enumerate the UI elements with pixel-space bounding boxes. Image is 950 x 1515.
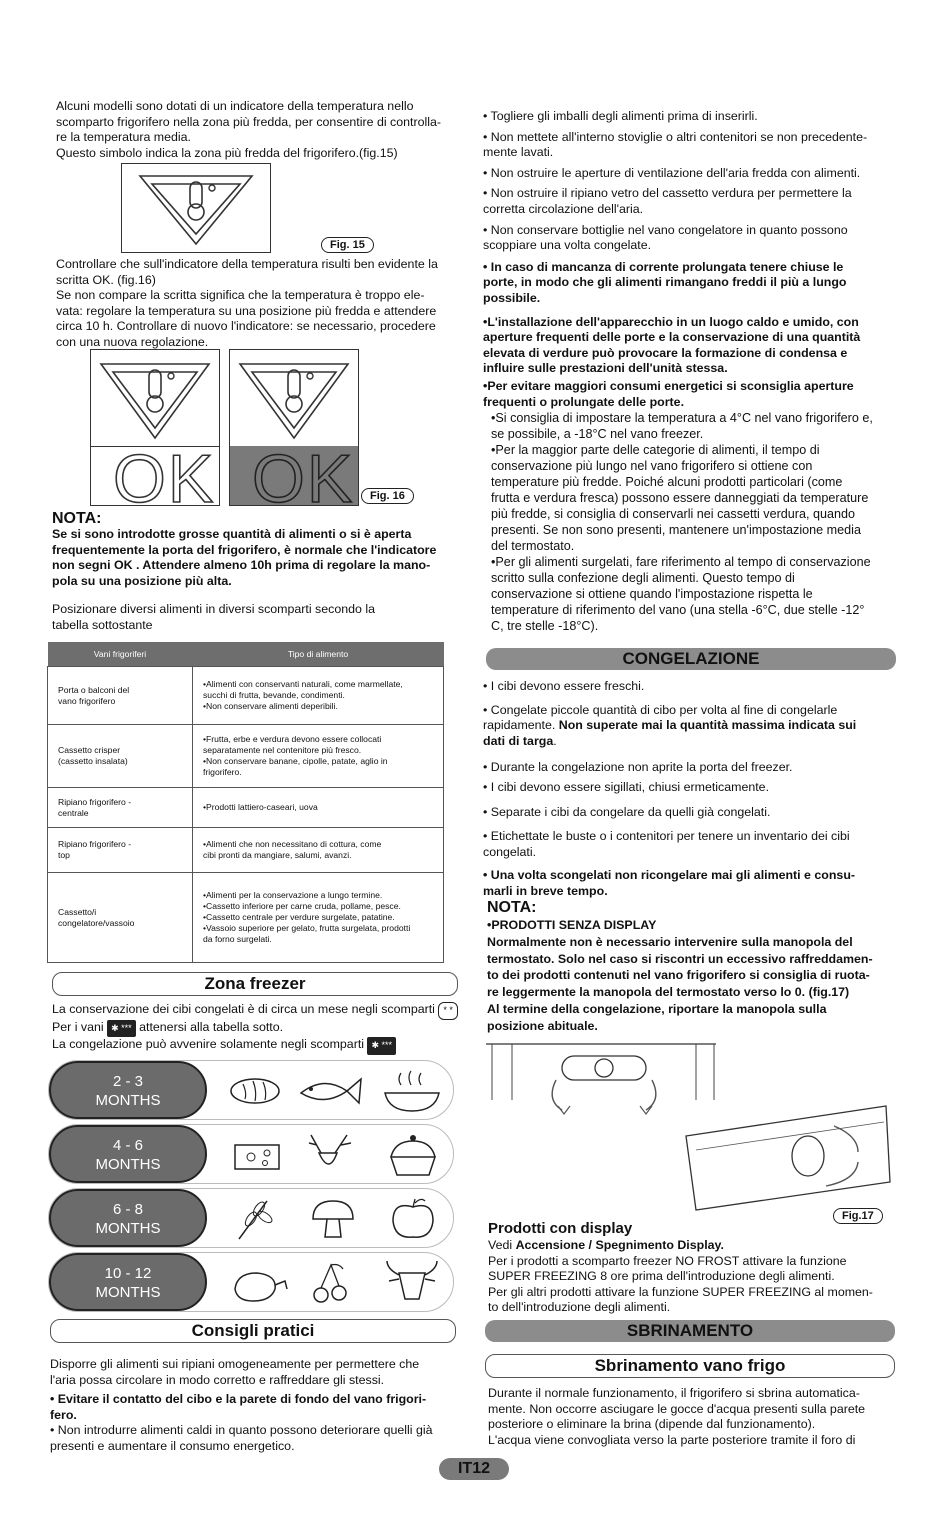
congelazione-list [483, 679, 903, 900]
nota-paragraph-left: Se si sono introdotte grosse quantità di alimenti o si è aperta frequentemente la porta del frigorifero, è normale che l'indicatore non segni OK . Attendere almeno 10h prima di regolare la mano- pola su una posizione più alta. [52, 527, 437, 588]
position-foods-paragraph: Posizionare diversi alimenti in diversi scomparti secondo la tabella sottostante [52, 602, 375, 632]
sbrinamento-frigo-heading: Sbrinamento vano frigo [485, 1354, 895, 1378]
cheese-icon [235, 1145, 279, 1169]
list-item: • Separate i cibi da congelare da quelli già congelati. [483, 804, 771, 819]
table-header-tipo: Tipo di alimento [193, 642, 444, 667]
months-pill: 2 - 3 MONTHS [49, 1061, 207, 1119]
months-row-3 [48, 1188, 454, 1248]
table-cell-vano: Ripiano frigorifero - top [48, 828, 193, 873]
fig17-thermostat-illustration [486, 1040, 896, 1230]
table-cell-tipo: •Prodotti lattiero-caseari, uova [193, 788, 444, 828]
sbrinamento-paragraph: Durante il normale funzionamento, il frigorifero si sbrina automatica- mente. Non occorre asciugare le gocce d'acqua presenti sulla parete posteriore o eliminare la brina (dipende dal funzionamento). L'acqua viene convogliata verso la parte posteriore tramite il foro di [488, 1386, 866, 1447]
cold-zone-icon [122, 164, 270, 252]
fig16-ok-indicator-light [90, 349, 220, 517]
fig15-label: Fig. 15 [321, 237, 374, 253]
list-item: dati di targa. [483, 733, 557, 748]
check-indicator-paragraph: Controllare che sull'indicatore della temperatura risulti ben evidente la scritta OK. (fig.16) Se non compare la scritta significa che la temperatura è troppo ele- vata: regolare la temperatura su una posizione più fredda e attendere circa 10 h. Controllare di nuovo l'indicatore: se necessario, procedere con una nuova regolazione. [56, 257, 438, 349]
table-cell-tipo: •Frutta, erbe e verdura devono essere collocati separatamente nel contenitore più fresco. •Non conservare banane, cipolle, patate, aglio in frigorifero. [193, 725, 444, 788]
list-item: • Non conservare bottiglie nel vano congelatore in quanto possono scoppiare una volta congelate. [483, 222, 848, 253]
ok-text: OK [252, 441, 355, 517]
zona-freezer-heading: Zona freezer [52, 972, 458, 996]
fig17-label: Fig.17 [833, 1208, 883, 1224]
temperature-paragraph: •Si consiglia di impostare la temperatura a 4°C nel vano frigorifero e, se possibile, a -18°C nel vano freezer. •Per la maggior parte delle categorie di alimenti, il tempo di conservazione più lungo nel vano frigorifero si ottiene con temperature più fredde. Poiché alcuni prodotti particolari (come frutta e verdura fresca) possono essere danneggiati da temperature più fredde, si consiglia di conservarli nei cassetti verdura, quando presenti. Se non sono presenti, mantenere un'impostazione media del termostato. •Per gli alimenti surgelati, fare riferimento al tempo di conservazione scritto sulla confezione degli alimenti. Questo tempo di conservazione si ottiene quando l'impostazione rispetta le temperature di riferimento del vano (una stella -6°C, due stelle -12° C, tre stelle -18°C). [491, 411, 873, 633]
table-row [48, 873, 444, 963]
cold-zone-icon [230, 350, 358, 446]
months-row-4 [48, 1252, 454, 1312]
cupcake-icon [391, 1135, 435, 1175]
food-storage-table [47, 642, 444, 963]
fig15-cold-zone-symbol [121, 163, 271, 253]
months-pill: 4 - 6 MONTHS [49, 1125, 207, 1183]
table-cell-vano: Cassetto crisper (cassetto insalata) [48, 725, 193, 788]
soup-bowl-icon [385, 1071, 439, 1111]
congelazione-heading: CONGELAZIONE [486, 648, 896, 670]
table-cell-tipo: •Alimenti con conservanti naturali, come marmellate, succhi di frutta, bevande, condimenti. •Non conservare alimenti deperibili. [193, 667, 444, 725]
table-cell-vano: Ripiano frigorifero - centrale [48, 788, 193, 828]
list-item: rapidamente. Non superate mai la quantità massima indicata sui [483, 718, 857, 733]
months-pill: 10 - 12 MONTHS [49, 1253, 207, 1311]
list-item: • Durante la congelazione non aprite la porta del freezer. [483, 760, 793, 775]
list-item: • Non ostruire le aperture di ventilazione dell'aria fredda con alimenti. [483, 165, 861, 180]
months-row-1 [48, 1060, 454, 1120]
list-item: • Una volta scongelati non ricongelare mai gli alimenti e consu- marli in breve tempo. [483, 868, 856, 898]
table-cell-tipo: •Alimenti che non necessitano di cottura, come cibi pronti da mangiare, salumi, avanzi. [193, 828, 444, 873]
list-item: • Etichettate le buste o i contenitori per tenere un inventario dei cibi congelati. [483, 829, 850, 859]
table-row [48, 788, 444, 828]
months-row-2 [48, 1124, 454, 1184]
apple-icon [393, 1199, 433, 1237]
list-item: • Non mettete all'interno stoviglie o altri contenitori se non precedente- mente lavati. [483, 129, 868, 160]
display-paragraph: Vedi Accensione / Spegnimento Display. Per i prodotti a scomparto freezer NO FROST attivare la funzione SUPER FREEZING 8 ore prima dell'introduzione degli alimenti. Per gli altri prodotti attivare la funzione SUPER FREEZING al momen- to dell'introduzione degli alimenti. [488, 1238, 873, 1315]
thermostat-side-view [686, 1106, 890, 1210]
thermostat-top-view [486, 1044, 716, 1114]
intro-paragraph: Alcuni modelli sono dotati di un indicatore della temperatura nello scomparto frigorifero nella zona più fredda, per consentire di controlla- re la temperatura media. Questo simbolo indica la zona più fredda del frigorifero.(fig.15) [56, 99, 441, 160]
fig16-label: Fig. 16 [361, 488, 414, 504]
table-header-vani: Vani frigoriferi [48, 642, 193, 667]
table-cell-vano: Porta o balconi del vano frigorifero [48, 667, 193, 725]
cherries-icon [314, 1265, 346, 1303]
page-number: IT12 [439, 1458, 509, 1480]
bread-icon [231, 1079, 279, 1103]
sbrinamento-heading: SBRINAMENTO [485, 1320, 895, 1342]
zona-freezer-paragraph: La conservazione dei cibi congelati è di circa un mese negli scomparti * * Per i vani ✱ *** attenersi alla tabella sotto. La congelazione può avvenire solamente negli scomparti ✱ *** [52, 1002, 462, 1055]
consigli-paragraph: Disporre gli alimenti sui ripiani omogeneamente per permettere che l'aria possa circolare in modo corretto e raffreddare gli stessi. • Evitare il contatto del cibo e la parete di fondo del vano frigori- fero. • Non introdurre alimenti caldi in quanto possono deteriorare quelli già presenti e aumentare il consumo energetico. [50, 1357, 433, 1453]
table-cell-vano: Cassetto/i congelatore/vassoio [48, 873, 193, 963]
tips-list [483, 109, 903, 410]
nota-paragraph-right: •PRODOTTI SENZA DISPLAY Normalmente non è necessario intervenire sulla manopola del termostato. Solo nel caso si riscontri un eccessivo raffreddamen- to dei prodotti contenuti nel vano frigorifero si consiglia di ruota- re leggermente la manopola del termostato verso lo 0. (fig.17) Al termine della congelazione, riportare la manopola sulla posizione abituale. [487, 918, 873, 1033]
months-pill: 6 - 8 MONTHS [49, 1189, 207, 1247]
four-star-badge: ✱ *** [367, 1037, 396, 1055]
two-star-badge: * * [438, 1002, 458, 1020]
fish-icon [301, 1079, 361, 1103]
mushroom-icon [313, 1201, 353, 1237]
table-row [48, 667, 444, 725]
chicken-icon [235, 1273, 287, 1301]
list-item: •Per evitare maggiori consumi energetici si sconsiglia aperture frequenti o prolungate delle porte. [483, 378, 854, 409]
display-title: Prodotti con display [488, 1220, 633, 1237]
consigli-pratici-heading: Consigli pratici [50, 1319, 456, 1343]
ok-text: OK [113, 441, 216, 517]
table-row [48, 828, 444, 873]
wheat-icon [239, 1200, 274, 1239]
list-item: •L'installazione dell'apparecchio in un luogo caldo e umido, con aperture frequenti delle porte e la conservazione di una quantità elevata di verdure può provocare la formazione di condensa e influire sulle prestazioni dell'unità stessa. [483, 314, 861, 376]
list-item: • In caso di mancanza di corrente prolungata tenere chiuse le porte, in modo che gli alimenti rimangano freddi il più a lungo possibile. [483, 259, 847, 305]
list-item: • I cibi devono essere freschi. [483, 679, 645, 693]
table-cell-tipo: •Alimenti per la conservazione a lungo termine. •Cassetto inferiore per carne cruda, pollame, pesce. •Cassetto centrale per verdure surgelate, patatine. •Vassoio superiore per gelato, frutta surgelata, prodotti da forno surgelati. [193, 873, 444, 963]
four-star-badge: ✱ *** [107, 1020, 136, 1038]
fig16-ok-indicator-dark [229, 349, 359, 517]
list-item: • Togliere gli imballi degli alimenti prima di inserirli. [483, 109, 758, 123]
cold-zone-icon [91, 350, 219, 446]
nota-title-left: NOTA: [52, 510, 102, 527]
list-item: • Non ostruire il ripiano vetro del cassetto verdura per permettere la corretta circolazione dell'aria. [483, 186, 852, 216]
deer-icon [309, 1135, 351, 1164]
table-row [48, 725, 444, 788]
cow-head-icon [387, 1261, 437, 1299]
list-item: • I cibi devono essere sigillati, chiusi ermeticamente. [483, 779, 770, 794]
list-item: • Congelate piccole quantità di cibo per volta al fine di congelarle [483, 702, 838, 717]
nota-title-right: NOTA: [487, 899, 537, 916]
